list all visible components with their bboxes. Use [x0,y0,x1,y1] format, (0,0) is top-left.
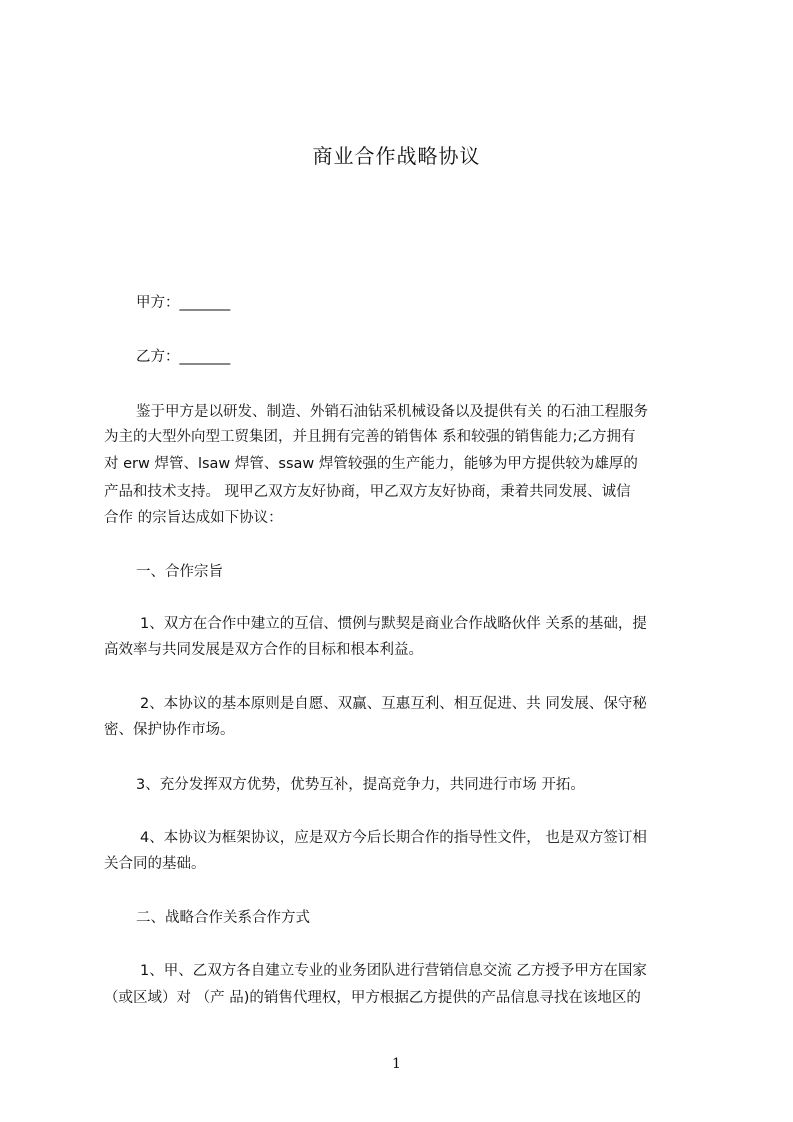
section-heading: 一、合作宗旨 [136,564,223,580]
clause-line: 1、甲、乙双方各自建立专业的业务团队进行营销信息交流 乙方授予甲方在国家 [140,963,647,979]
document-title: 商业合作战略协议 [312,144,481,168]
preamble-line: 为主的大型外向型工贸集团，并且拥有完善的销售体 系和较强的销售能力;乙方拥有 [104,429,636,445]
clause-line: 关合同的基础。 [104,856,206,872]
party-a-line: 甲方：_______ [136,295,231,311]
clause-line: 1、双方在合作中建立的互信、惯例与默契是商业合作战略伙伴 关系的基础，提 [140,616,647,632]
preamble-line: 合作 的宗旨达成如下协议： [104,510,283,526]
preamble-line: 产品和技术支持。 现甲乙双方友好协商，甲乙双方友好协商，秉着共同发展、诚信 [104,484,631,500]
clause-line: （或区域）对 （产 品)的销售代理权，甲方根据乙方提供的产品信息寻找在该地区的 [104,990,641,1006]
preamble-line: 对 erw 焊管、lsaw 焊管、ssaw 焊管较强的生产能力，能够为甲方提供较为雄厚的 [104,456,638,472]
page-number: 1 [392,1056,401,1072]
party-b-line: 乙方：_______ [136,349,231,365]
clause-line: 密、保护协作市场。 [104,722,235,738]
clause-line: 高效率与共同发展是双方合作的目标和根本利益。 [104,642,423,658]
clause-line: 4、本协议为框架协议，应是双方今后长期合作的指导性文件， 也是双方签订相 [140,830,647,846]
clause-line: 3、充分发挥双方优势，优势互补，提高竞争力，共同进行市场 开拓。 [136,777,585,793]
section-heading: 二、战略合作关系合作方式 [136,910,310,926]
clause-line: 2、本协议的基本原则是自愿、双赢、互惠互利、相互促进、共 同发展、保守秘 [140,696,647,712]
preamble-line: 鉴于甲方是以研发、制造、外销石油钻采机械设备以及提供有关 的石油工程服务 [136,404,649,420]
